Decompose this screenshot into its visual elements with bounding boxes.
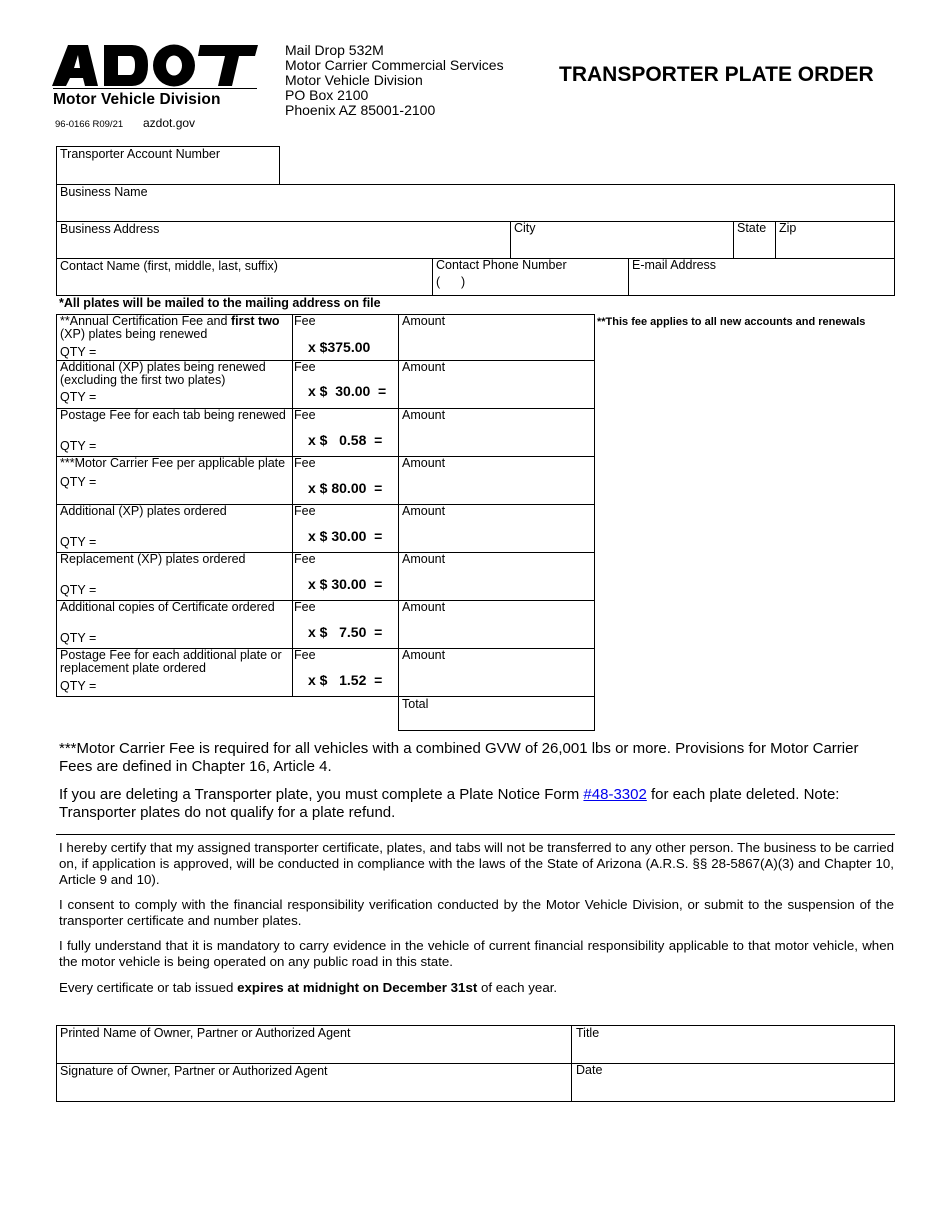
amount-field[interactable]: Amount	[402, 360, 446, 374]
fee-value: x $ 30.00 =	[308, 528, 383, 544]
qty-field[interactable]: QTY =	[60, 631, 97, 645]
fee-value: x $ 7.50 =	[308, 624, 383, 640]
printed-name-label: Printed Name of Owner, Partner or Authorized Agent	[60, 1026, 351, 1040]
divider	[733, 221, 734, 259]
divider	[398, 314, 399, 697]
mail-note: *All plates will be mailed to the mailing address on file	[59, 296, 381, 310]
fee-row-description: Replacement (XP) plates ordered	[60, 552, 246, 566]
amount-field[interactable]: Amount	[402, 552, 446, 566]
plate-deletion-note: If you are deleting a Transporter plate, you must complete a Plate Notice Form #48-3302 for each plate deleted. Note: Transporter plates do not qualify for a plate refund.	[59, 786, 840, 821]
amount-field[interactable]: Amount	[402, 648, 446, 662]
amount-field[interactable]: Amount	[402, 456, 446, 470]
address-line: Motor Carrier Commercial Services	[285, 57, 504, 73]
amount-field[interactable]: Amount	[402, 504, 446, 518]
fee-label: Fee	[294, 314, 316, 328]
fee-value: x $ 0.58 =	[308, 432, 383, 448]
address-line: Mail Drop 532M	[285, 42, 384, 58]
fee-value: x $ 80.00 =	[308, 480, 383, 496]
fee-label: Fee	[294, 360, 316, 374]
form-number: 96-0166 R09/21	[55, 119, 124, 130]
contact-phone-label: Contact Phone Number	[436, 258, 567, 272]
fee-label: Fee	[294, 648, 316, 662]
qty-field[interactable]: QTY =	[60, 439, 97, 453]
fee-label: Fee	[294, 456, 316, 470]
plate-notice-form-link[interactable]: #48-3302	[583, 786, 647, 803]
account-number-label: Transporter Account Number	[60, 147, 221, 161]
website: azdot.gov	[143, 116, 196, 130]
divider	[292, 314, 293, 697]
total-field[interactable]	[398, 696, 595, 731]
fee-value: x $ 1.52 =	[308, 672, 383, 688]
email-label: E-mail Address	[632, 258, 717, 272]
printed-name-field[interactable]	[56, 1025, 895, 1064]
address-line: Phoenix AZ 85001-2100	[285, 102, 436, 118]
account-number-field[interactable]	[56, 146, 280, 185]
qty-field[interactable]: QTY =	[60, 583, 97, 597]
fee-row-description: ***Motor Carrier Fee per applicable plate	[60, 456, 286, 470]
qty-field[interactable]: QTY =	[60, 535, 97, 549]
section-divider	[56, 834, 895, 835]
business-name-label: Business Name	[60, 185, 148, 199]
fee-label: Fee	[294, 408, 316, 422]
fee-row-description: Additional (XP) plates being renewed (excluding the first two plates)	[60, 360, 266, 387]
qty-field[interactable]: QTY =	[60, 390, 97, 404]
fee-row-description: Additional copies of Certificate ordered	[60, 600, 275, 614]
expiration-paragraph: Every certificate or tab issued expires at midnight on December 31st of each year.	[59, 980, 558, 995]
fee-row-description: Postage Fee for each additional plate or replacement plate ordered	[60, 648, 282, 675]
divider	[628, 258, 629, 296]
amount-field[interactable]: Amount	[402, 600, 446, 614]
mailing-address	[285, 43, 504, 118]
state-label: State	[737, 221, 767, 235]
adot-logo	[52, 44, 258, 88]
fee-row-description: **Annual Certification Fee and first two (XP) plates being renewed	[60, 314, 280, 341]
qty-field[interactable]: QTY =	[60, 345, 97, 359]
qty-field[interactable]: QTY =	[60, 679, 97, 693]
title-field[interactable]: Title	[576, 1026, 600, 1040]
fee-label: Fee	[294, 600, 316, 614]
form-title: TRANSPORTER PLATE ORDER	[559, 63, 874, 86]
fee-label: Fee	[294, 552, 316, 566]
divider	[432, 258, 433, 296]
address-line: PO Box 2100	[285, 87, 369, 103]
amount-field[interactable]: Amount	[402, 408, 446, 422]
city-label: City	[514, 221, 536, 235]
fee-value: x $ 30.00 =	[308, 383, 387, 399]
qty-field[interactable]: QTY =	[60, 475, 97, 489]
division-name: Motor Vehicle Division	[53, 91, 221, 108]
phone-format: ( )	[436, 275, 466, 289]
fee-row-description: Postage Fee for each tab being renewed	[60, 408, 286, 422]
fee-side-note: **This fee applies to all new accounts and renewals	[597, 316, 866, 328]
date-field[interactable]: Date	[576, 1063, 603, 1077]
fee-value: x $ 30.00 =	[308, 576, 383, 592]
amount-field[interactable]: Amount	[402, 314, 446, 328]
financial-responsibility-paragraph: I fully understand that it is mandatory to carry evidence in the vehicle of current financial responsibility applicable to that motor vehicle, when the motor vehicle is being operated on any public road in this state.	[59, 938, 894, 969]
business-name-field[interactable]	[56, 184, 895, 222]
signature-field[interactable]	[56, 1063, 895, 1102]
certification-paragraph: I hereby certify that my assigned transporter certificate, plates, and tabs will not be transferred to any other person. The business to be carried on, if application is approved, will be conducted in compliance with the laws of the State of Arizona (A.R.S. §§ 28-5867(A)(3) and Chapter 10, Article 9 and 10).	[59, 840, 894, 887]
total-label: Total	[402, 697, 429, 711]
divider	[775, 221, 776, 259]
contact-name-label: Contact Name (first, middle, last, suffix)	[60, 259, 278, 273]
zip-label: Zip	[779, 221, 797, 235]
logo-underline	[53, 88, 257, 89]
motor-carrier-note: ***Motor Carrier Fee is required for all vehicles with a combined GVW of 26,001 lbs or more. Provisions for Motor Carrier Fees are defined in Chapter 16, Article 4.	[59, 740, 859, 775]
fee-value: x $375.00	[308, 339, 371, 355]
address-line: Motor Vehicle Division	[285, 72, 423, 88]
consent-paragraph: I consent to comply with the financial responsibility verification conducted by the Motor Vehicle Division, or submit to the suspension of the transporter certificate and number plates.	[59, 897, 894, 928]
fee-row-description: Additional (XP) plates ordered	[60, 504, 227, 518]
fee-label: Fee	[294, 504, 316, 518]
business-address-row	[56, 221, 895, 259]
business-address-label: Business Address	[60, 222, 160, 236]
signature-label: Signature of Owner, Partner or Authorized Agent	[60, 1064, 328, 1078]
divider	[510, 221, 511, 259]
